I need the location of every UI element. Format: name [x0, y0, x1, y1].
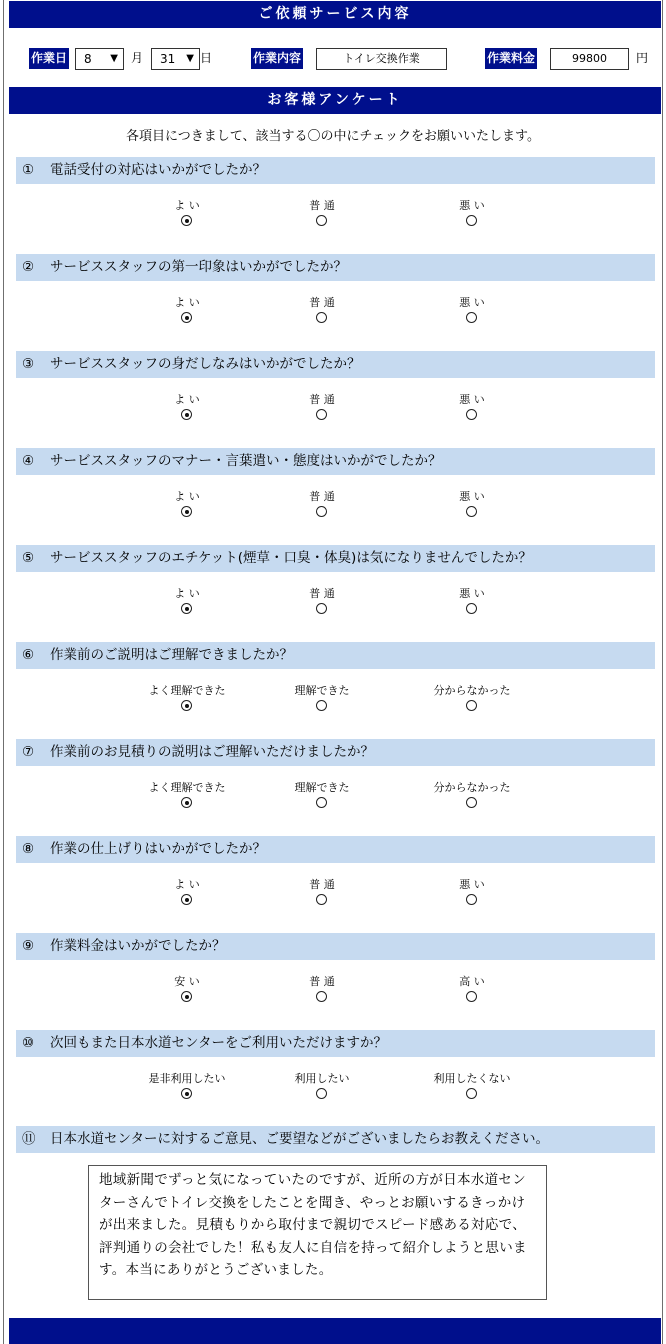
- option-radio[interactable]: [181, 991, 192, 1002]
- option-label: 普 通: [309, 490, 335, 503]
- survey-header: [9, 87, 661, 114]
- option-radio[interactable]: [316, 894, 327, 905]
- option-radio[interactable]: [316, 991, 327, 1002]
- option-label: 分からなかった: [433, 684, 511, 697]
- option-label: よ い: [174, 199, 200, 212]
- option-label: よ い: [174, 393, 200, 406]
- option-label: 普 通: [309, 878, 335, 891]
- fee-unit: 円: [636, 51, 649, 65]
- option-radio[interactable]: [466, 312, 477, 323]
- question-number: ⑩: [22, 1035, 35, 1051]
- question-text: サービススタッフの第一印象はいかがでしたか？: [50, 259, 347, 275]
- service-header: [9, 1, 661, 28]
- option-label: 安 い: [174, 975, 200, 988]
- question-number: ⑧: [22, 841, 35, 857]
- option-label: 高 い: [459, 975, 485, 988]
- question-bar: [16, 545, 655, 572]
- option-radio[interactable]: [466, 894, 477, 905]
- option-label: 理解できた: [294, 684, 350, 697]
- option-label: 悪 い: [459, 393, 485, 406]
- service-info-row: [0, 48, 666, 72]
- question-text: 次回もまた日本水道センターをご利用いただけますか？: [50, 1035, 387, 1051]
- option-radio[interactable]: [181, 603, 192, 614]
- question-text: 作業前のご説明はご理解できましたか？: [50, 647, 293, 663]
- option-label: 普 通: [309, 587, 335, 600]
- option-label: 普 通: [309, 393, 335, 406]
- option-radio[interactable]: [316, 1088, 327, 1099]
- option-label: 普 通: [309, 975, 335, 988]
- question-text: サービススタッフの身だしなみはいかがでしたか？: [50, 356, 361, 372]
- question-bar: [16, 933, 655, 960]
- work-fee-label: 作業料金: [485, 48, 537, 69]
- question-number: ①: [22, 162, 35, 178]
- option-label: 分からなかった: [433, 781, 511, 794]
- question-number: ④: [22, 453, 35, 469]
- option-radio[interactable]: [181, 215, 192, 226]
- option-label: 悪 い: [459, 587, 485, 600]
- question-bar: [16, 642, 655, 669]
- work-content-field[interactable]: トイレ交換作業: [316, 48, 447, 70]
- question-text: サービススタッフのマナー・言葉遣い・態度はいかがでしたか？: [50, 453, 442, 469]
- survey-intro: 各項目につきまして、該当する〇の中にチェックをお願いいたします。: [125, 129, 541, 144]
- question-bar: [16, 739, 655, 766]
- option-radio[interactable]: [316, 797, 327, 808]
- option-radio[interactable]: [181, 312, 192, 323]
- option-radio[interactable]: [316, 603, 327, 614]
- option-label: 悪 い: [459, 490, 485, 503]
- question-bar: [16, 836, 655, 863]
- question-bar: [16, 448, 655, 475]
- day-unit: 日: [200, 51, 213, 65]
- option-label: 悪 い: [459, 878, 485, 891]
- question-text: 電話受付の対応はいかがでしたか？: [50, 162, 266, 178]
- option-radio[interactable]: [466, 991, 477, 1002]
- option-radio[interactable]: [181, 506, 192, 517]
- chevron-down-icon: ▼: [186, 53, 194, 64]
- option-radio[interactable]: [466, 797, 477, 808]
- option-radio[interactable]: [181, 797, 192, 808]
- question-text: サービススタッフのエチケット(煙草・口臭・体臭)は気になりませんでしたか？: [50, 550, 532, 566]
- option-radio[interactable]: [466, 215, 477, 226]
- comment-textarea[interactable]: 地域新聞でずっと気になっていたのですが、近所の方が日本水道センターさんでトイレ交換をしたことを聞き、やっとお願いするきっかけが出来ました。見積もりから取付まで親切でスピード感ある対応で、評判通りの会社でした！私も友人に自信を持って紹介しようと思います。本当にありがとうございました。: [88, 1165, 547, 1300]
- option-label: よ い: [174, 296, 200, 309]
- option-label: よ い: [174, 490, 200, 503]
- service-header-title: ご依頼サービス内容: [258, 6, 412, 22]
- question-text: 作業前のお見積りの説明はご理解いただけましたか？: [50, 744, 374, 760]
- option-radio[interactable]: [466, 409, 477, 420]
- question-bar: [16, 1030, 655, 1057]
- option-label: 悪 い: [459, 296, 485, 309]
- work-content-label: 作業内容: [251, 48, 303, 69]
- comment-question: [16, 1126, 655, 1153]
- day-select[interactable]: [151, 48, 200, 70]
- question-number: ③: [22, 356, 35, 372]
- option-label: よく理解できた: [148, 684, 226, 697]
- option-label: 理解できた: [294, 781, 350, 794]
- option-radio[interactable]: [181, 700, 192, 711]
- question-number: ⑪: [22, 1131, 36, 1147]
- option-label: よく理解できた: [148, 781, 226, 794]
- option-radio[interactable]: [466, 1088, 477, 1099]
- question-bar: [16, 157, 655, 184]
- chevron-down-icon: ▼: [110, 53, 118, 64]
- question-number: ⑤: [22, 550, 35, 566]
- option-radio[interactable]: [316, 215, 327, 226]
- question-number: ⑦: [22, 744, 35, 760]
- option-radio[interactable]: [316, 506, 327, 517]
- question-number: ②: [22, 259, 35, 275]
- option-radio[interactable]: [316, 700, 327, 711]
- month-value: 8: [84, 52, 92, 66]
- question-text: 作業の仕上げりはいかがでしたか？: [50, 841, 266, 857]
- option-label: よ い: [174, 878, 200, 891]
- option-radio[interactable]: [466, 700, 477, 711]
- option-label: 利用したくない: [433, 1072, 511, 1085]
- work-date-label: 作業日: [29, 48, 69, 69]
- question-number: ⑨: [22, 938, 35, 954]
- question-bar: [16, 351, 655, 378]
- question-number: ⑥: [22, 647, 35, 663]
- day-value: 31: [160, 52, 176, 66]
- survey-header-title: お客様アンケート: [267, 92, 403, 108]
- option-radio[interactable]: [316, 312, 327, 323]
- option-label: 是非利用したい: [148, 1072, 226, 1085]
- option-radio[interactable]: [181, 1088, 192, 1099]
- option-radio[interactable]: [181, 409, 192, 420]
- question-bar: [16, 254, 655, 281]
- option-label: 普 通: [309, 199, 335, 212]
- option-radio[interactable]: [466, 506, 477, 517]
- option-radio[interactable]: [316, 409, 327, 420]
- month-unit: 月: [131, 51, 144, 65]
- option-label: 利用したい: [294, 1072, 350, 1085]
- option-label: 悪 い: [459, 199, 485, 212]
- work-fee-field[interactable]: 99800: [550, 48, 629, 70]
- option-radio[interactable]: [466, 603, 477, 614]
- option-radio[interactable]: [181, 894, 192, 905]
- question-text: 日本水道センターに対するご意見、ご要望などがございましたらお教えください。: [50, 1131, 549, 1147]
- option-label: 普 通: [309, 296, 335, 309]
- footer-bar: [9, 1318, 661, 1344]
- question-text: 作業料金はいかがでしたか？: [50, 938, 226, 954]
- month-select[interactable]: [75, 48, 124, 70]
- option-label: よ い: [174, 587, 200, 600]
